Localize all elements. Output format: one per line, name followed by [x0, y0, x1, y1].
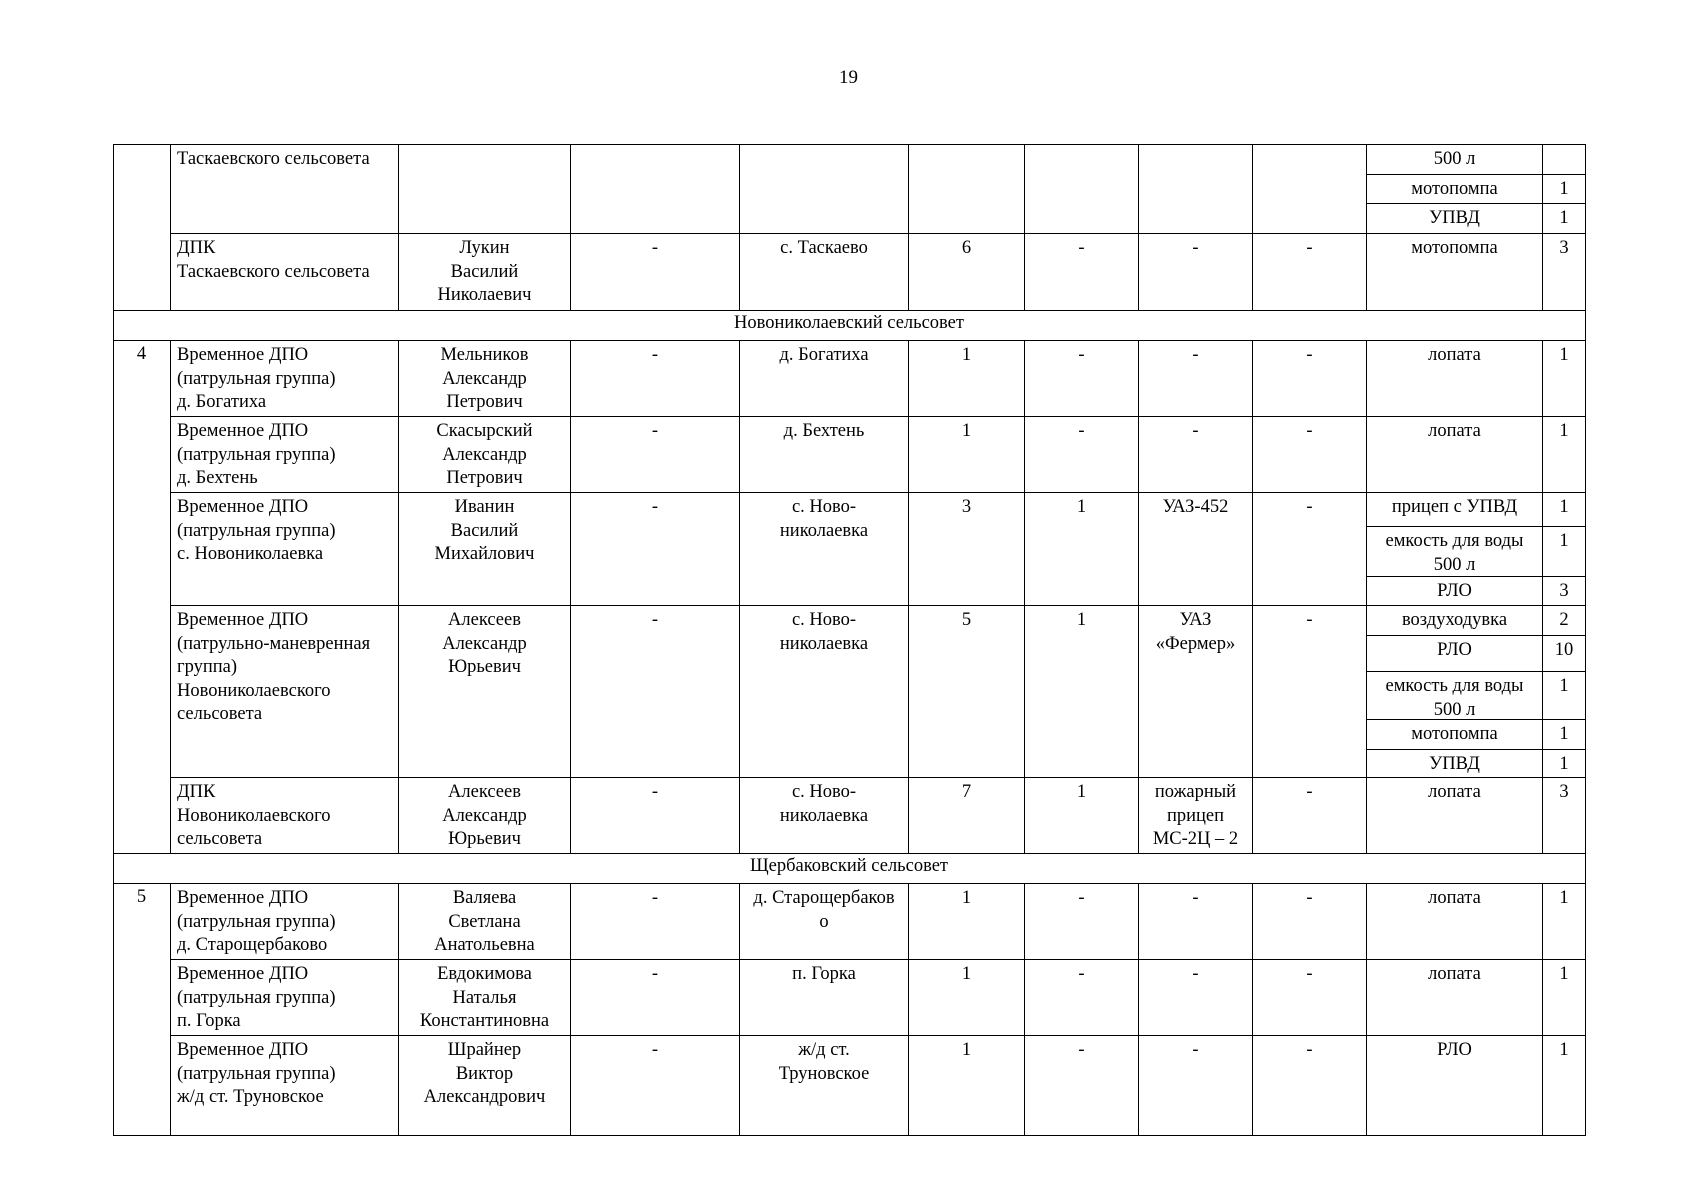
table-rule-horizontal [170, 1135, 1586, 1136]
unit-head: Валяева Светлана Анатольевна [434, 888, 535, 955]
column-3-value [571, 145, 739, 233]
equipment-quantity: 2 [1559, 610, 1569, 630]
vehicle-type: - [1192, 345, 1199, 365]
personnel-count: 7 [961, 782, 972, 802]
equipment-quantity: 3 [1559, 581, 1569, 601]
column-9-value: - [1306, 345, 1313, 365]
vehicle-type: - [1192, 238, 1199, 258]
equipment-name: мотопомпа [1411, 724, 1498, 744]
column-9-value: - [1306, 964, 1313, 984]
page-number: 19 [839, 67, 858, 88]
equipment-quantity: 1 [1559, 964, 1569, 984]
vehicle-count: - [1078, 421, 1085, 441]
vehicle-count: - [1078, 345, 1085, 365]
row-number: 4 [136, 344, 147, 364]
equipment-quantity: 3 [1559, 238, 1569, 258]
equipment-name: лопата [1428, 345, 1481, 365]
column-3-value: - [651, 782, 659, 802]
equipment-name: емкость для воды 500 л [1385, 531, 1524, 575]
equipment-name: лопата [1428, 964, 1481, 984]
vehicle-count: - [1078, 238, 1085, 258]
vehicle-count: - [1078, 888, 1085, 908]
vehicle-type: УАЗ-452 [1162, 497, 1229, 517]
vehicle-type: УАЗ «Фермер» [1155, 610, 1236, 654]
unit-name: Временное ДПО (патрульная группа) ж/д ст. Труновское [177, 1040, 336, 1107]
personnel-count: 1 [961, 421, 972, 441]
equipment-name: воздуходувка [1401, 610, 1508, 630]
vehicle-count: - [1078, 1040, 1085, 1060]
location: с. Ново- николаевка [779, 497, 869, 541]
column-3-value: - [651, 1040, 659, 1060]
equipment-quantity: 1 [1559, 421, 1569, 441]
equipment-name: лопата [1428, 888, 1481, 908]
equipment-quantity: 1 [1559, 724, 1569, 744]
personnel-count: 3 [961, 497, 972, 517]
equipment-quantity: 1 [1559, 531, 1569, 551]
location: д. Бехтень [783, 421, 865, 441]
unit-head: Алексеев Александр Юрьевич [442, 782, 527, 849]
equipment-quantity: 1 [1559, 208, 1569, 228]
column-9-value: - [1306, 888, 1313, 908]
column-9-value [1253, 145, 1366, 233]
equipment-quantity: 1 [1559, 497, 1569, 517]
unit-head: Евдокимова Наталья Константиновна [419, 964, 550, 1031]
equipment-quantity: 1 [1559, 1040, 1569, 1060]
location [740, 145, 908, 233]
equipment-name: УПВД [1429, 754, 1480, 774]
personnel-count: 1 [961, 345, 972, 365]
column-9-value: - [1306, 421, 1313, 441]
equipment-quantity: 1 [1559, 345, 1569, 365]
equipment-name: мотопомпа [1411, 179, 1498, 199]
unit-head: Мельников Александр Петрович [440, 345, 529, 412]
section-heading: Щербаковский сельсовет [750, 856, 948, 876]
column-3-value: - [651, 610, 659, 630]
location: д. Старощербаков о [753, 888, 895, 932]
unit-head: Лукин Василий Николаевич [437, 238, 532, 305]
vehicle-count: 1 [1076, 497, 1087, 517]
equipment-name: лопата [1428, 421, 1481, 441]
unit-name: Временное ДПО (патрульная группа) п. Горка [177, 964, 336, 1031]
personnel-count: 6 [961, 238, 972, 258]
personnel-count: 1 [961, 888, 972, 908]
column-3-value: - [651, 964, 659, 984]
column-3-value: - [651, 238, 659, 258]
column-9-value: - [1306, 782, 1313, 802]
unit-name: Временное ДПО (патрульно-маневренная группа) Новониколаевского сельсовета [177, 610, 371, 724]
equipment-name: емкость для воды 500 л [1385, 676, 1524, 719]
row-number: 5 [136, 887, 147, 907]
personnel-count: 5 [961, 610, 972, 630]
unit-head: Шрайнер Виктор Александрович [423, 1040, 546, 1107]
unit-name: Временное ДПО (патрульная группа) д. Бехтень [177, 421, 336, 488]
equipment-name: мотопомпа [1411, 238, 1498, 258]
equipment-name: РЛО [1437, 640, 1472, 660]
vehicle-type [1139, 145, 1252, 233]
location: с. Ново- николаевка [779, 610, 869, 654]
equipment-name: прицеп с УПВД [1391, 497, 1518, 517]
vehicle-type: - [1192, 421, 1199, 441]
unit-name: Временное ДПО (патрульная группа) д. Богатиха [177, 345, 336, 412]
column-3-value: - [651, 497, 659, 517]
vehicle-type: - [1192, 964, 1199, 984]
unit-head: Иванин Василий Михайлович [434, 497, 535, 564]
vehicle-count: 1 [1076, 782, 1087, 802]
vehicle-count: - [1078, 964, 1085, 984]
equipment-quantity: 1 [1559, 676, 1569, 696]
location: с. Таскаево [780, 238, 868, 258]
equipment-name: РЛО [1437, 581, 1472, 601]
location: д. Богатиха [779, 345, 869, 365]
unit-name: ДПК Новониколаевского сельсовета [177, 782, 331, 849]
equipment-quantity: 1 [1559, 754, 1569, 774]
personnel-count: 1 [961, 1040, 972, 1060]
equipment-quantity: 1 [1559, 179, 1569, 199]
unit-head [399, 145, 570, 233]
equipment-quantity: 3 [1559, 782, 1569, 802]
column-9-value: - [1306, 1040, 1313, 1060]
equipment-name: 500 л [1433, 149, 1476, 169]
unit-head: Скасырский Александр Петрович [436, 421, 533, 488]
personnel-count: 1 [961, 964, 972, 984]
unit-name: ДПК Таскаевского сельсовета [177, 238, 370, 282]
equipment-quantity: 10 [1554, 640, 1574, 660]
column-9-value: - [1306, 497, 1313, 517]
equipment-name: лопата [1428, 782, 1481, 802]
column-3-value: - [651, 345, 659, 365]
column-3-value: - [651, 888, 659, 908]
vehicle-type: пожарный прицеп МС-2Ц – 2 [1152, 782, 1239, 849]
unit-name: Временное ДПО (патрульная группа) д. Старощербаково [177, 888, 336, 955]
unit-head: Алексеев Александр Юрьевич [442, 610, 527, 677]
unit-name: Таскаевского сельсовета [177, 149, 370, 169]
equipment-quantity: 1 [1559, 888, 1569, 908]
vehicle-count: 1 [1076, 610, 1087, 630]
location: п. Горка [792, 964, 856, 984]
vehicle-type: - [1192, 888, 1199, 908]
equipment-name: РЛО [1437, 1040, 1472, 1060]
equipment-name: УПВД [1429, 208, 1480, 228]
location: ж/д ст. Труновское [778, 1040, 870, 1084]
vehicle-type: - [1192, 1040, 1199, 1060]
unit-name: Временное ДПО (патрульная группа) с. Новониколаевка [177, 497, 336, 564]
column-9-value: - [1306, 610, 1313, 630]
column-3-value: - [651, 421, 659, 441]
section-heading: Новониколаевский сельсовет [734, 313, 964, 333]
vehicle-count [1025, 145, 1138, 233]
equipment-quantity [1543, 145, 1585, 174]
location: с. Ново- николаевка [779, 782, 869, 826]
personnel-count [909, 145, 1024, 233]
column-9-value: - [1306, 238, 1313, 258]
table-rule-vertical [1585, 144, 1586, 1136]
